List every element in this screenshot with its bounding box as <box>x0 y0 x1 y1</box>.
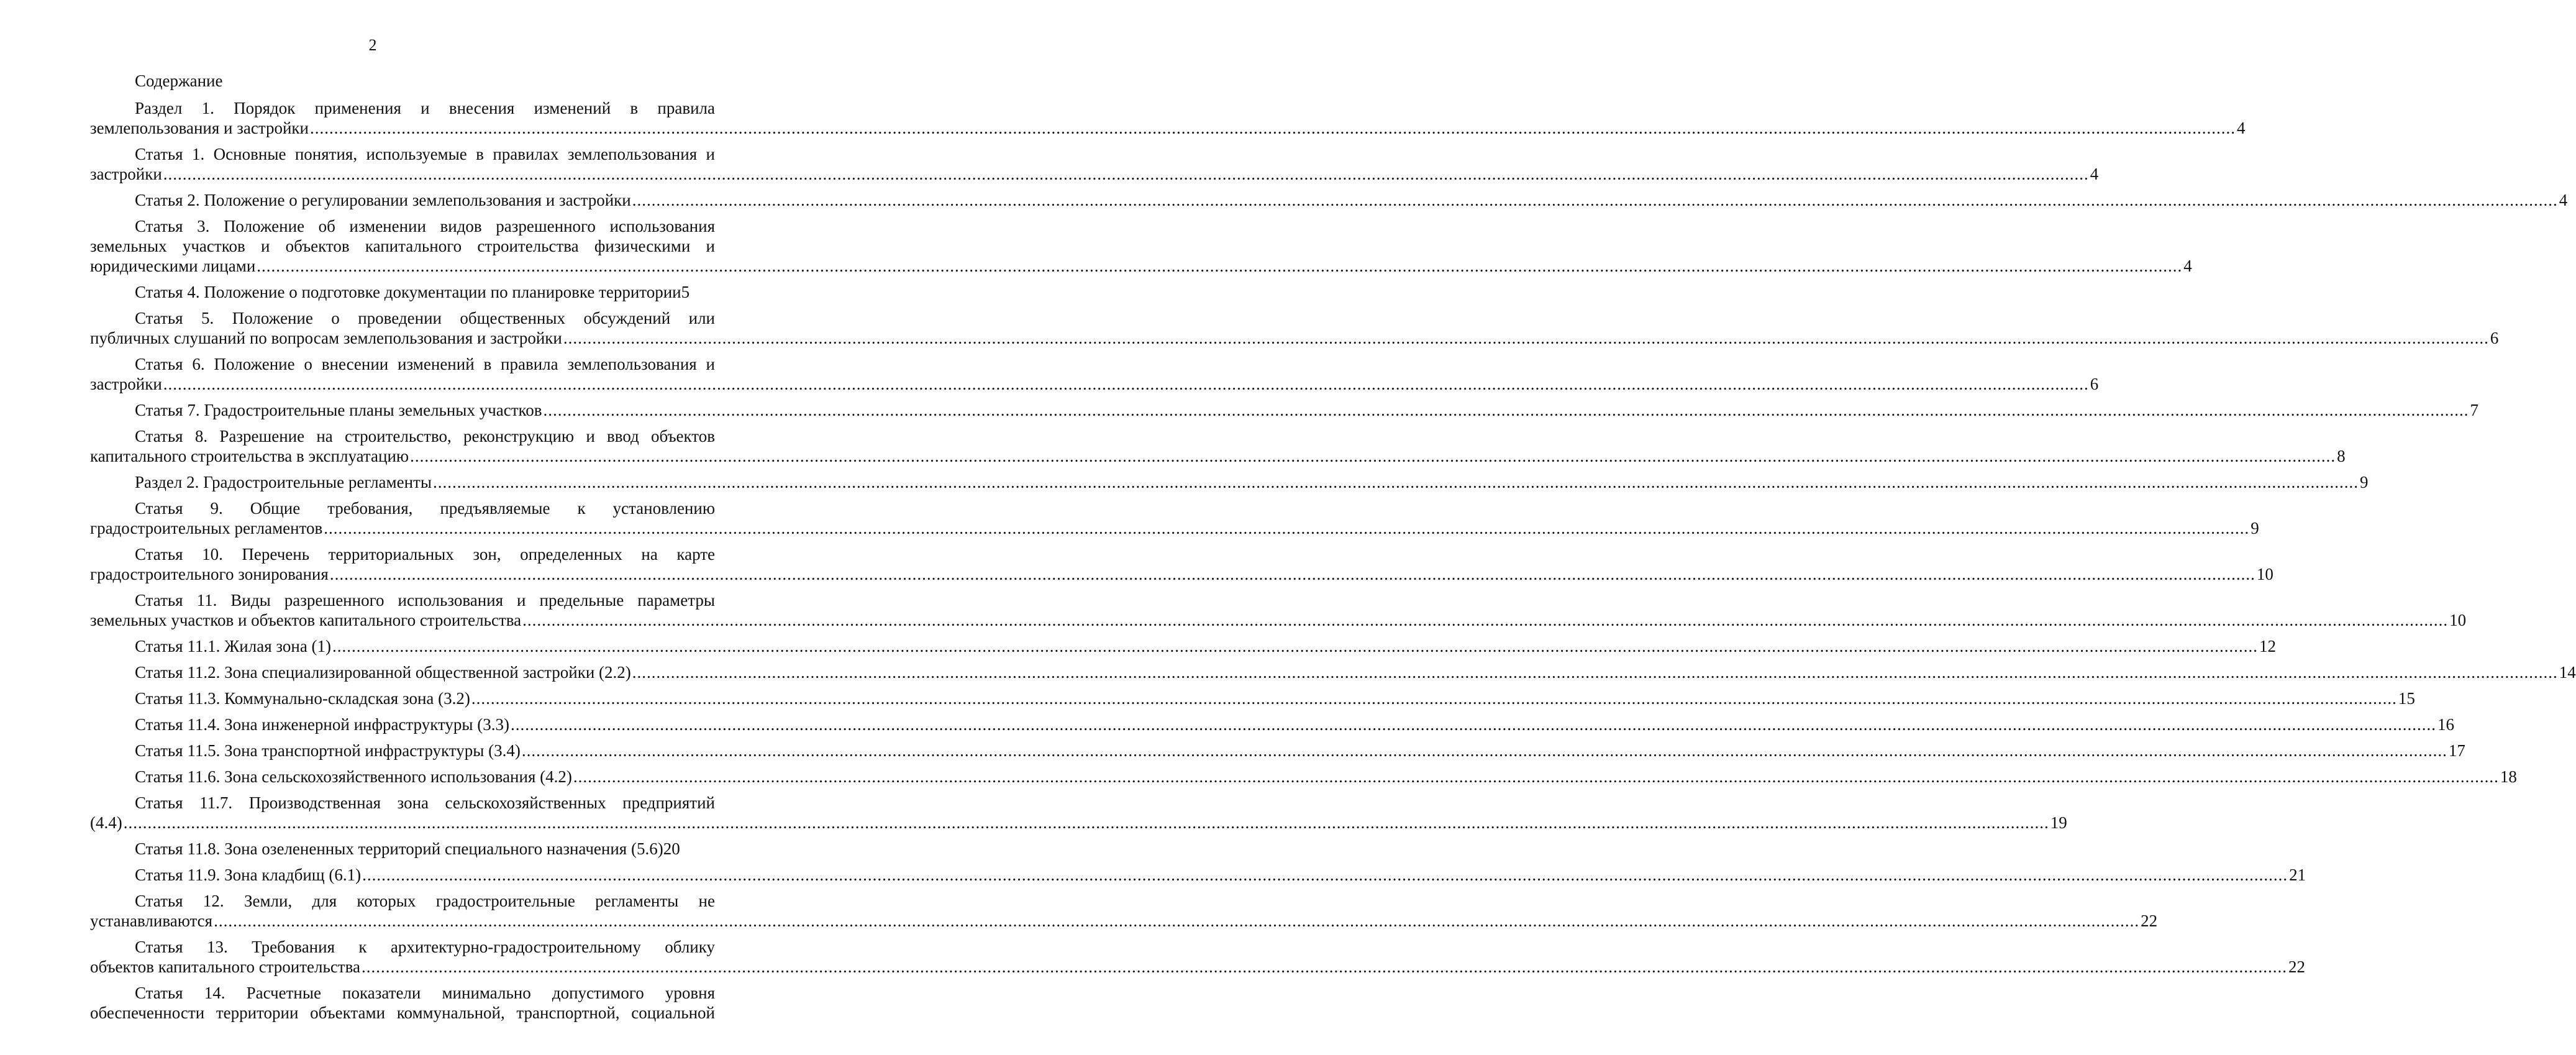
toc-entries <box>90 98 2576 1023</box>
toc-heading: Содержание <box>135 71 223 90</box>
toc-entry <box>90 865 2306 885</box>
dot-leader: ................................................................................................................................................................................................................................................................................................................................................................................................................ <box>163 165 2089 183</box>
toc-entry-title: Раздел 2. Градостроительные регламенты <box>135 473 432 491</box>
dot-leader: ................................................................................................................................................................................................................................................................................................................................................................................................................ <box>310 119 2236 137</box>
toc-entry-page-number: 9 <box>2251 519 2259 537</box>
toc-entry <box>90 891 2158 931</box>
toc-entry-last-line <box>90 518 2259 538</box>
toc-entry-page-number: 18 <box>2500 767 2517 786</box>
toc-entry-title: Статья 11.5. Зона транспортной инфраструктуры (3.4) <box>135 741 521 760</box>
toc-entry <box>90 937 2305 977</box>
toc-entry-page-number: 16 <box>2437 715 2455 734</box>
toc-entry <box>90 472 2369 492</box>
toc-entry-line: Статья 10. Перечень территориальных зон, определенных на карте <box>135 545 715 564</box>
toc-entry-last-line <box>90 688 2415 708</box>
toc-entry-line: Статья 14. Расчетные показатели минимально допустимого уровня <box>135 984 715 1002</box>
toc-entry <box>90 767 2517 787</box>
toc-entry-last-line <box>90 839 715 859</box>
toc-entry <box>90 983 715 1023</box>
toc-entry-line: обеспеченности территории объектами коммунальной, транспортной, социальной <box>90 1003 715 1022</box>
dot-leader: ................................................................................................................................................................................................................................................................................................................................................................................................................ <box>329 565 2255 583</box>
toc-entry-page-number: 19 <box>2050 813 2067 832</box>
toc-entry-last-line <box>90 564 2273 584</box>
toc-entry-line: Статья 12. Земли, для которых градостроительные регламенты не <box>135 892 715 910</box>
toc-entry-page-number: 6 <box>2090 375 2099 393</box>
dot-leader: ................................................................................................................................................................................................................................................................................................................................................................................................................ <box>332 637 2259 655</box>
toc-entry-last-line <box>90 767 2517 787</box>
toc-entry-page-number: 4 <box>2090 165 2099 183</box>
dot-leader: ................................................................................................................................................................................................................................................................................................................................................................................................................ <box>362 865 2288 884</box>
dot-leader: ................................................................................................................................................................................................................................................................................................................................................................................................................ <box>163 375 2089 393</box>
toc-entry-line: Статья 6. Положение о внесении изменений в правила землепользования и <box>135 355 715 373</box>
toc-entry <box>90 636 2277 656</box>
dot-leader: ................................................................................................................................................................................................................................................................................................................................................................................................................ <box>123 813 2049 832</box>
dot-leader: ................................................................................................................................................................................................................................................................................................................................................................................................................ <box>573 767 2499 786</box>
toc-entry-title: застройки <box>90 165 162 183</box>
toc-entry-page-number: 4 <box>2183 257 2192 275</box>
toc-entry-page-number: 12 <box>2259 637 2277 655</box>
toc-entry-last-line <box>90 328 2499 348</box>
toc-entry-title: Статья 11.1. Жилая зона (1) <box>135 637 332 655</box>
toc-entry-title: застройки <box>90 375 162 393</box>
toc-entry-last-line <box>90 865 2306 885</box>
toc-entry <box>90 282 715 302</box>
toc-entry-last-line <box>90 813 2067 833</box>
toc-entry <box>90 544 2273 584</box>
dot-leader: ................................................................................................................................................................................................................................................................................................................................................................................................................ <box>432 473 2359 491</box>
toc-entry-title: Статья 11.2. Зона специализированной общественной застройки (2.2) <box>135 663 631 682</box>
toc-entry-title: Статья 11.3. Коммунально-складская зона (3.2) <box>135 689 470 708</box>
toc-entry <box>90 190 2568 210</box>
toc-entry-title: объектов капитального строительства <box>90 957 360 976</box>
toc-entry-title: публичных слушаний по вопросам землепользования и застройки <box>90 329 562 347</box>
toc-entry-title: (4.4) <box>90 813 122 832</box>
toc-entry-page-number: 9 <box>2359 473 2369 491</box>
dot-leader: ................................................................................................................................................................................................................................................................................................................................................................................................................ <box>632 663 2558 682</box>
toc-entry-line: Статья 5. Положение о проведении общественных обсуждений или <box>135 309 715 327</box>
toc-entry <box>90 98 2246 138</box>
dot-leader: ................................................................................................................................................................................................................................................................................................................................................................................................................ <box>257 257 2183 275</box>
toc-entry-title: Статья 11.9. Зона кладбищ (6.1) <box>135 865 362 884</box>
toc-entry-page-number: 10 <box>2256 565 2273 583</box>
toc-entry-page-number: 22 <box>2288 957 2305 976</box>
toc-entry-page-number: 22 <box>2141 911 2158 930</box>
page-number: 2 <box>368 36 377 54</box>
dot-leader: ................................................................................................................................................................................................................................................................................................................................................................................................................ <box>543 401 2469 419</box>
dot-leader: ................................................................................................................................................................................................................................................................................................................................................................................................................ <box>361 957 2287 976</box>
toc-entry-line: Статья 3. Положение об изменении видов разрешенного использования <box>135 217 715 235</box>
toc-entry-last-line <box>90 400 2479 420</box>
toc-entry-page-number: 5 <box>681 283 690 301</box>
toc-entry-line: Статья 8. Разрешение на строительство, реконструкцию и ввод объектов <box>135 427 715 445</box>
toc-entry <box>90 715 2455 734</box>
toc-entry-page-number: 17 <box>2448 741 2465 760</box>
toc-entry-line: Статья 11. Виды разрешенного использования и предельные параметры <box>135 591 715 610</box>
toc-entry <box>90 688 2415 708</box>
toc-entry <box>90 662 2576 682</box>
toc-entry-line: Статья 11.7. Производственная зона сельскохозяйственных предприятий <box>135 793 715 812</box>
toc-entry-title: Статья 2. Положение о регулировании землепользования и застройки <box>135 191 631 209</box>
toc-entry-page-number: 4 <box>2237 119 2246 137</box>
toc-entry <box>90 216 2192 276</box>
toc-entry-page-number: 21 <box>2289 865 2306 884</box>
toc-entry-line: Статья 1. Основные понятия, используемые в правилах землепользования и <box>135 145 715 163</box>
toc-entry-title: капитального строительства в эксплуатацию <box>90 447 409 465</box>
toc-entry-last-line <box>90 118 2246 138</box>
dot-leader: ................................................................................................................................................................................................................................................................................................................................................................................................................ <box>214 911 2140 930</box>
toc-entry-last-line <box>90 715 2455 734</box>
toc-entry-page-number: 15 <box>2398 689 2415 708</box>
toc-entry-title: землепользования и застройки <box>90 119 309 137</box>
toc-entry-last-line <box>90 282 715 302</box>
toc-entry-last-line <box>90 446 2346 466</box>
toc-entry <box>90 590 2467 630</box>
toc-entry-page-number: 14 <box>2559 663 2576 682</box>
toc-entry-title: юридическими лицами <box>90 257 256 275</box>
dot-leader: ................................................................................................................................................................................................................................................................................................................................................................................................................ <box>521 741 2447 760</box>
toc-entry-last-line <box>90 164 2099 184</box>
toc-entry-title: Статья 4. Положение о подготовке документации по планировке территории <box>135 283 681 301</box>
toc-entry-last-line <box>90 636 2277 656</box>
toc-entry-last-line <box>90 190 2568 210</box>
toc-entry <box>90 426 2346 466</box>
toc-entry <box>90 308 2499 348</box>
dot-leader: ................................................................................................................................................................................................................................................................................................................................................................................................................ <box>522 611 2449 629</box>
toc-entry-page-number: 4 <box>2559 191 2568 209</box>
toc-entry-last-line <box>90 741 2465 760</box>
toc-entry-title: градостроительного зонирования <box>90 565 329 583</box>
toc-entry-page-number: 10 <box>2449 611 2467 629</box>
dot-leader: ................................................................................................................................................................................................................................................................................................................................................................................................................ <box>563 329 2489 347</box>
toc-entry-title: земельных участков и объектов капитального строительства <box>90 611 522 629</box>
toc-entry-title: Статья 11.6. Зона сельскохозяйственного использования (4.2) <box>135 767 572 786</box>
toc-entry <box>90 144 2099 184</box>
dot-leader: ................................................................................................................................................................................................................................................................................................................................................................................................................ <box>471 689 2397 708</box>
toc-entry-page-number: 8 <box>2337 447 2346 465</box>
toc-entry-page-number: 6 <box>2490 329 2499 347</box>
toc-entry <box>90 839 715 859</box>
toc-entry-last-line <box>90 374 2099 394</box>
toc-entry-line: Статья 9. Общие требования, предъявляемые к установлению <box>135 499 715 518</box>
toc-entry-last-line <box>90 610 2467 630</box>
toc-entry <box>90 498 2259 538</box>
dot-leader: ................................................................................................................................................................................................................................................................................................................................................................................................................ <box>632 191 2558 209</box>
toc-entry <box>90 741 2465 760</box>
toc-entry-last-line <box>90 472 2369 492</box>
toc-entry-line: земельных участков и объектов капитального строительства физическими и <box>90 237 715 255</box>
toc-entry <box>90 793 2067 833</box>
toc-entry-page-number: 7 <box>2470 401 2479 419</box>
dot-leader: ................................................................................................................................................................................................................................................................................................................................................................................................................ <box>410 447 2336 465</box>
toc-entry-page-number: 20 <box>663 839 680 858</box>
toc-entry-last-line <box>90 256 2192 276</box>
toc-entry-line: Статья 13. Требования к архитектурно-градостроительному облику <box>135 938 715 956</box>
toc-entry-line: Раздел 1. Порядок применения и внесения изменений в правила <box>135 99 715 117</box>
toc-entry <box>90 354 2099 394</box>
dot-leader: ................................................................................................................................................................................................................................................................................................................................................................................................................ <box>324 519 2250 537</box>
table-of-contents <box>90 71 2576 1029</box>
toc-entry-last-line <box>90 662 2576 682</box>
dot-leader: ................................................................................................................................................................................................................................................................................................................................................................................................................ <box>511 715 2437 734</box>
toc-entry-last-line <box>90 957 2305 977</box>
toc-entry <box>90 400 2479 420</box>
toc-entry-title: Статья 11.4. Зона инженерной инфраструктуры (3.3) <box>135 715 510 734</box>
toc-entry-last-line <box>90 911 2158 931</box>
toc-entry-title: Статья 7. Градостроительные планы земельных участков <box>135 401 542 419</box>
toc-entry-title: Статья 11.8. Зона озелененных территорий специального назначения (5.6) <box>135 839 663 858</box>
toc-entry-title: градостроительных регламентов <box>90 519 323 537</box>
toc-entry-title: устанавливаются <box>90 911 213 930</box>
